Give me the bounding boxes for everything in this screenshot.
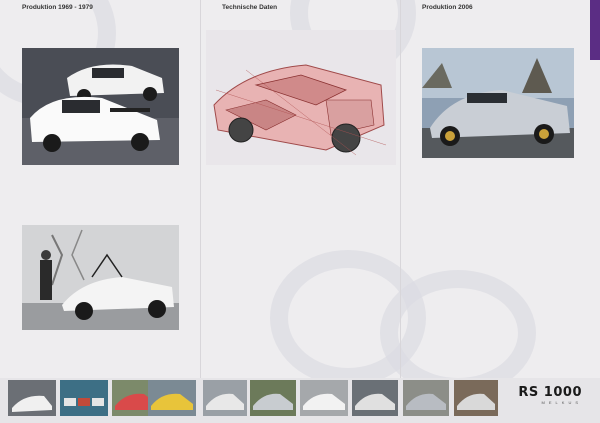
thumb-2 [60, 380, 108, 416]
thumb-8-car [352, 380, 398, 416]
column1-text-top [22, 171, 179, 173]
photo-man-with-car [22, 225, 179, 330]
thumb-6 [250, 380, 296, 416]
column3-contact-block [422, 312, 580, 314]
man-with-car-illustration [22, 225, 179, 330]
rs1000-logo [518, 385, 582, 405]
thumb-7 [300, 380, 348, 416]
cutaway-car-illustration [206, 30, 396, 165]
photo-silver-car [422, 48, 574, 158]
thumb-7-car [300, 380, 348, 416]
thumb-10-car [454, 380, 498, 416]
thumb-5 [203, 380, 247, 416]
column1-text-bottom [22, 343, 179, 345]
silver-car-illustration [422, 48, 574, 158]
thumb-9 [403, 380, 449, 416]
thumb-4 [148, 380, 196, 416]
thumb-8 [352, 380, 398, 416]
thumb-4-car [148, 380, 196, 416]
thumb-1 [8, 380, 56, 416]
column3-heading: Produktion 2006 [422, 4, 473, 11]
logo-title: RS 1000 [518, 385, 582, 400]
thumb-6-car [250, 380, 296, 416]
column1-heading: Produktion 1969 - 1979 [22, 4, 93, 11]
column-technical-data [200, 0, 400, 378]
two-cars-illustration [22, 48, 179, 165]
column-production-2006 [400, 0, 600, 378]
cutaway-drawing [206, 30, 396, 165]
column2-heading: Technische Daten [222, 4, 278, 11]
thumb-5-car [203, 380, 247, 416]
photo-two-white-cars [22, 48, 179, 165]
thumb-1-car [8, 380, 56, 416]
thumb-10 [454, 380, 498, 416]
logo-subtitle: MELKUS [541, 400, 582, 405]
thumb-2-cars [60, 380, 108, 416]
thumb-9-car [403, 380, 449, 416]
column2-spec-list [222, 172, 382, 174]
column3-text [422, 166, 580, 168]
column-production-1969 [0, 0, 200, 378]
